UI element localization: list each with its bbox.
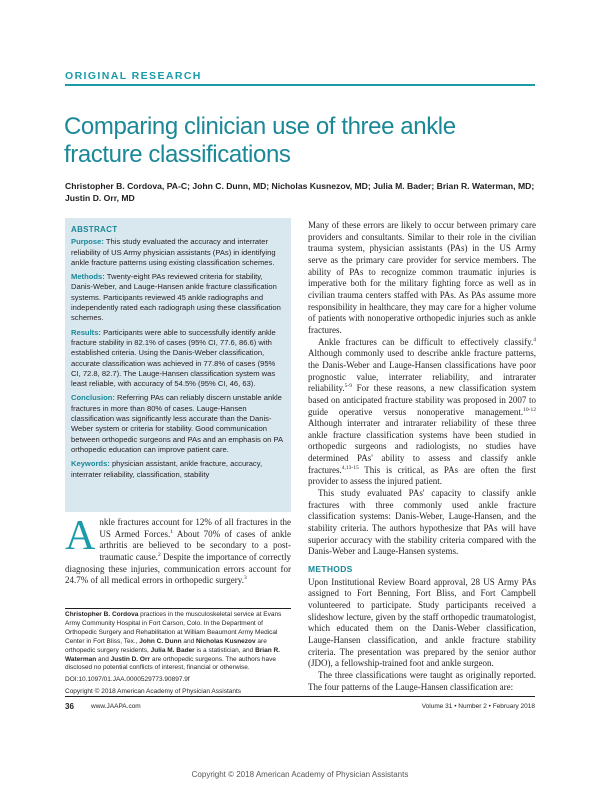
footnote-author: Brian R. Waterman — [65, 646, 280, 663]
copyright-notice: Copyright © 2018 American Academy of Physician Assistants — [65, 688, 242, 696]
footnote-text: is a statistician, and — [194, 646, 256, 654]
citation-ref: 4,13-15 — [341, 464, 359, 471]
citation-ref: 1 — [170, 528, 174, 535]
results-label: Results: — [71, 327, 101, 337]
para-text: This is critical, as PAs are often the first provider to assess the injured patient. — [308, 464, 536, 487]
footnote-author: Justin D. Orr — [110, 655, 151, 663]
issue-info: Volume 31 • Number 2 • February 2018 — [421, 703, 535, 710]
methods-heading: METHODS — [308, 564, 353, 575]
purpose-text: This study evaluated the accuracy and interrater reliability of US Army physician assistants (PAs) in identifying ankle fracture patterns using existing classification schemes. — [71, 237, 276, 267]
right-column-body — [308, 220, 536, 693]
footnote-text: practices in the musculoskeletal service at Evans Army Community Hospital in Fort Carson, Colo. In the Department of Orthopedic Surgery and Rehabilitation at William Beaumont Army Medical Center in Fort Bliss, Tex., — [65, 611, 282, 645]
methods-text: Twenty-eight PAs reviewed criteria for stability, Danis-Weber, and Lauge-Hansen ankle fracture classification systems. Participants reviewed 45 ankle radiographs and independently rated each radiograph using these classification schemes. — [71, 272, 281, 323]
citation-ref: 3 — [243, 575, 247, 582]
para-text: Ankle fractures can be difficult to effectively classify. — [318, 336, 534, 347]
footer-divider — [65, 696, 535, 697]
paragraph: This study evaluated PAs' capacity to classify ankle fractures with three commonly used ankle fracture classification systems: Danis-Weber, Lauge-Hansen, and the stability criteria. The authors hypothesize that PAs will have superior accuracy with the stability criteria compared with the Danis-Weber and Lauge-Hansen systems. — [308, 488, 536, 557]
paragraph: Upon Institutional Review Board approval, 28 US Army PAs assigned to Fort Benning, Fort Bliss, and Fort Campbell volunteered to participate. Study participants received a slideshow lecture, given by the staff orthopedic traumatologist, which educated them on the Danis-Weber classification, Lauge-Hansen classification, and ankle fracture stability criteria. The presentation was prepared by the senior author (JDO), a fellowship-trained foot and ankle surgeon. — [308, 576, 536, 669]
abstract-purpose — [71, 237, 285, 268]
citation-ref: 2 — [157, 551, 161, 558]
abstract-box — [65, 218, 291, 512]
section-rule — [65, 84, 535, 86]
abstract-methods — [71, 272, 285, 323]
footnote-text: are orthopedic surgeons. The authors have disclosed no potential conflicts of interest, financial or otherwise. — [65, 655, 277, 672]
keywords-text: physician assistant, ankle fracture, accuracy, interrater reliability, classification, stability — [71, 459, 263, 479]
footnote-author: Nicholas Kusnezov — [196, 637, 256, 645]
purpose-label: Purpose: — [71, 237, 104, 247]
footnote-divider — [65, 608, 291, 609]
left-column-body — [65, 513, 291, 587]
intro-text-b: About 70% of cases of ankle arthritis are believed to be secondary to a post-traumatic cause. — [99, 528, 291, 562]
abstract-conclusion — [71, 393, 285, 455]
drop-cap: A — [65, 513, 96, 559]
paragraph — [308, 337, 536, 489]
citation-ref: 5-9 — [344, 383, 352, 390]
footnote-author: Julia M. Bader — [150, 646, 195, 654]
conclusion-text: Referring PAs can reliably discern unstable ankle fractures in more than 80% of cases. Lauge-Hansen classification was significantly less accurate than the Danis-Weber system or criteria for stability. Good communication between orthopedic surgeons and PAs and an emphasis on PA orthopedic education can improve patient care. — [71, 393, 283, 454]
copyright-watermark: Copyright © 2018 American Academy of Physician Assistants — [191, 770, 409, 779]
article-title: Comparing clinician use of three ankle fracture classifications — [64, 113, 456, 168]
doi: DOI:10.1097/01.JAA.0000529773.90897.9f — [65, 676, 190, 684]
footnote-author: John C. Dunn — [139, 637, 182, 645]
keywords-label: Keywords: — [71, 459, 110, 469]
methods-label: Methods: — [71, 272, 105, 282]
intro-paragraph — [65, 513, 291, 587]
para-text: Although commonly used to describe ankle fracture patterns, the Danis-Weber and Lauge-Hansen classifications have poor prognostic value, interrater reliability, and intrarater reliability. — [308, 348, 536, 394]
citation-ref: 4 — [533, 336, 536, 343]
intro-text-c: Despite the importance of correctly diagnosing these injuries, communication errors account for 24.7% of all medical errors in orthopedic surgery. — [65, 551, 291, 586]
footnote-text: and — [96, 655, 111, 663]
abstract-heading: ABSTRACT — [71, 225, 118, 234]
para-text: Although interrater and intrarater reliability of these three ankle fracture classification systems have been studied in orthopedic surgeons and radiologists, no studies have determined PAs' ability to assess and classify ankle fractures. — [308, 418, 536, 475]
author-list: Christopher B. Cordova, PA-C; John C. Dunn, MD; Nicholas Kusnezov, MD; Julia M. Bader; Brian R. Waterman, MD; Justin D. Orr, MD — [65, 181, 535, 203]
footnote-text: are orthopedic surgery residents, — [65, 637, 267, 654]
abstract-keywords — [71, 459, 285, 480]
page-number: 36 — [65, 702, 74, 711]
site-url[interactable]: www.JAAPA.com — [91, 703, 141, 710]
author-footnote — [65, 611, 291, 700]
citation-ref: 10-12 — [523, 406, 536, 413]
conclusion-label: Conclusion: — [71, 393, 115, 403]
footnote-text: and — [181, 637, 197, 645]
affiliations — [65, 611, 291, 673]
paragraph: The three classifications were taught as originally reported. The four patterns of the Lauge-Hansen classification are: — [308, 669, 536, 692]
paragraph: Many of these errors are likely to occur between primary care providers and consultants. Similar to their role in the civilian trauma system, physician assistants (PAs) in the US Army serve as the primary care provider for service members. The ability of PAs to recognize common traumatic injuries is imperative both for the military fighting force as well as in civilian trauma centers staffed with PAs. As PAs assume more responsibility in healthcare, they may care for a higher volume of patients with nonoperative orthopedic injuries such as ankle fractures. — [308, 220, 536, 335]
abstract-results — [71, 328, 285, 390]
results-text: Participants were able to successfully identify ankle fracture stability in 82.1% of cases (95% CI, 77.6, 86.6) with established criteria. Using the Danis-Weber classification, accurate classification was achieved in 77.8% of cases (95% CI, 72.8, 82.7). The Lauge-Hansen classification system was least reliable, with accuracy of 54.5% (95% CI, 46, 63). — [71, 327, 276, 389]
footnote-author: Christopher B. Cordova — [65, 611, 139, 618]
para-text: For these reasons, a new classification system based on anticipated fracture stability was proposed in 2007 to guide operative versus nonoperative management. — [308, 383, 536, 417]
section-label: ORIGINAL RESEARCH — [65, 70, 202, 82]
intro-text-a: nkle fractures account for 12% of all fractures in the US Armed Forces. — [99, 517, 291, 539]
page-footer — [65, 702, 535, 714]
